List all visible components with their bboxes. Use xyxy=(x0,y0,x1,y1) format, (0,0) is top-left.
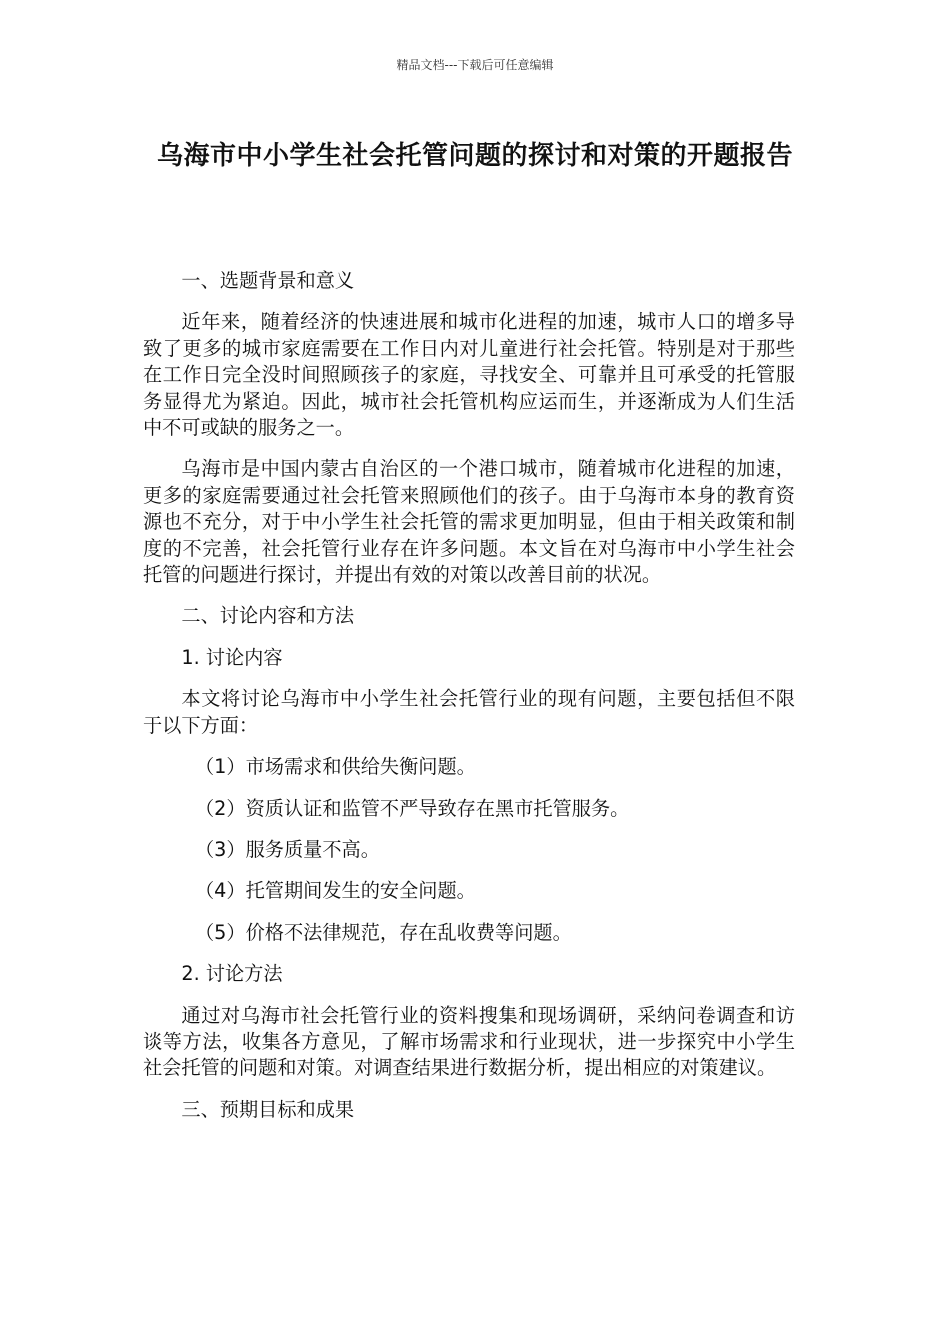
document-title: 乌海市中小学生社会托管问题的探讨和对策的开题报告 xyxy=(156,141,793,171)
section-heading-background: 一、选题背景和意义 xyxy=(181,269,355,292)
subheading-method: 2. 讨论方法 xyxy=(181,962,283,986)
page-header: 精品文档---下载后可任意编辑 xyxy=(396,58,554,72)
list-item: （5）价格不法律规范，存在乱收费等问题。 xyxy=(195,920,572,944)
subheading-content: 1. 讨论内容 xyxy=(181,645,283,669)
paragraph-content-intro: 本文将讨论乌海市中小学生社会托管行业的现有问题，主要包括但不限于以下方面： xyxy=(143,687,795,737)
list-item: （1）市场需求和供给失衡问题。 xyxy=(195,755,476,779)
section-heading-content-method: 二、讨论内容和方法 xyxy=(181,604,355,628)
paragraph-background-2: 乌海市是中国内蒙古自治区的一个港口城市，随着城市化进程的加速，更多的家庭需要通过社会托管来照顾他们的孩子。由于乌海市本身的教育资源也不充分，对于中小学生社会托管的需求更加明显，但由于相关政策和制度的不完善，社会托管行业存在许多问题。本文旨在对乌海市中小学生社会托管的问题进行探讨，并提出有效的对策以改善目前的状况。 xyxy=(143,457,795,587)
paragraph-method: 通过对乌海市社会托管行业的资料搜集和现场调研，采纳问卷调查和访谈等方法，收集各方意见，了解市场需求和行业现状，进一步探究中小学生社会托管的问题和对策。对调查结果进行数据分析，提出相应的对策建议。 xyxy=(143,1003,795,1080)
document-body xyxy=(143,268,795,1138)
paragraph-background-1: 近年来，随着经济的快速进展和城市化进程的加速，城市人口的增多导致了更多的城市家庭需要在工作日内对儿童进行社会托管。特别是对于那些在工作日完全没时间照顾孩子的家庭，寻找安全、可靠并且可承受的托管服务显得尤为紧迫。因此，城市社会托管机构应运而生，并逐渐成为人们生活中不可或缺的服务之一。 xyxy=(143,310,795,440)
list-item: （3）服务质量不高。 xyxy=(195,837,380,861)
list-item: （4）托管期间发生的安全问题。 xyxy=(195,879,476,903)
list-item: （2）资质认证和监管不严导致存在黑市托管服务。 xyxy=(195,796,630,820)
section-heading-goals: 三、预期目标和成果 xyxy=(181,1097,355,1121)
